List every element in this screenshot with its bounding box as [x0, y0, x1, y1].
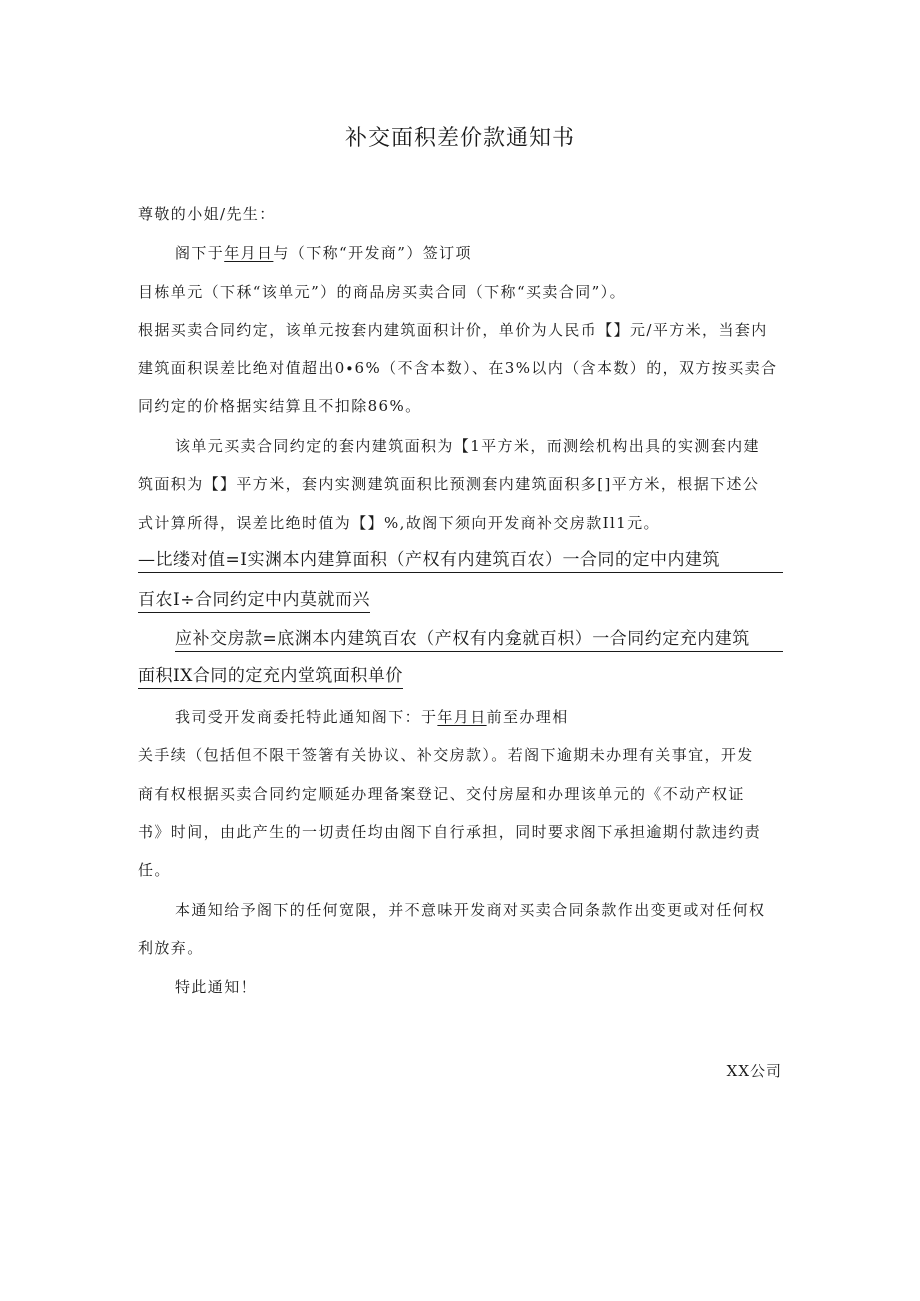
paragraph-2-line-1: 根据买卖合同约定，该单元按套内建筑面积计价，单价为人民币【】元/平方米，当套内	[138, 321, 768, 339]
paragraph-2-line-3: 同约定的价格据实结算且不扣除86%。	[138, 397, 422, 415]
formula-1-line-2: 百农I÷合同约定中内莫就而兴	[138, 588, 370, 613]
paragraph-1-line-1	[175, 243, 788, 263]
document-title: 补交面积差价款通知书	[344, 126, 575, 151]
paragraph-5-line-2: 利放弃。	[138, 939, 204, 957]
paragraph-3-line-1: 该单元买卖合同约定的套内建筑面积为【1平方米，而测绘机构出具的实测套内建	[175, 437, 760, 455]
paragraph-4-line-4: 书》时间，由此产生的一切责任均由阁下自行承担，同时要求阁下承担逾期付款违约责	[138, 823, 762, 841]
paragraph-4-line-3: 商有权根据买卖合同约定顺延办理备案登记、交付房屋和办理该单元的《不动产权证	[138, 785, 745, 803]
company-signature: XX公司	[726, 1062, 782, 1080]
paragraph-4-line-5: 任。	[138, 861, 171, 879]
paragraph-3-line-3: 式计算所得，误差比绝时值为【】%,故阁下须向开发商补交房款Il1元。	[138, 514, 660, 532]
para4-prefix: 我司受开发商委托特此通知阁下：于	[175, 708, 438, 726]
greeting: 尊敬的小姐/先生：	[138, 205, 276, 223]
paragraph-3-line-2: 筑面积为【】平方米，套内实测建筑面积比预测套内建筑面积多[]平方米，根据下述公	[138, 475, 760, 493]
para1-prefix: 阁下于	[175, 244, 225, 262]
formula-1-line-1: —比缕对值=I实渊本内建算面积（产权有内建筑百农）一合同的定中内建筑	[138, 548, 783, 573]
para1-suffix: 与（下称“开发商”）签订项	[273, 244, 472, 262]
paragraph-4-line-2: 关手续（包括但不限干签箸有关协议、补交房款）。若阁下逾期未办理有关事宜，开发	[138, 746, 754, 764]
para4-suffix: 前至办理相	[486, 708, 569, 726]
signing-date-blank: 年月日	[224, 244, 274, 262]
paragraph-1-line-2: 目栋单元（下秝“该单元”）的商品房买卖合同（下称“买卖合同”）。	[138, 283, 626, 301]
paragraph-5-line-1: 本通知给予阁下的任何宽限，并不意味开发商对买卖合同条款作出变更或对任何权	[175, 901, 766, 919]
deadline-date-blank: 年月日	[437, 708, 487, 726]
paragraph-4-line-1	[175, 707, 788, 727]
closing-line: 特此通知！	[175, 978, 258, 996]
paragraph-2-line-2: 建筑面积误差比绝对值超出0∙6%（不含本数）、在3%以内（含本数）的，双方按买卖合	[138, 359, 778, 377]
formula-2-line-1: 应补交房款=底渊本内建筑百农（产权有内龛就百枳）一合同约定充内建筑	[175, 627, 783, 652]
formula-2-line-2: 面积IX合同的定充内堂筑面积单价	[138, 664, 403, 689]
